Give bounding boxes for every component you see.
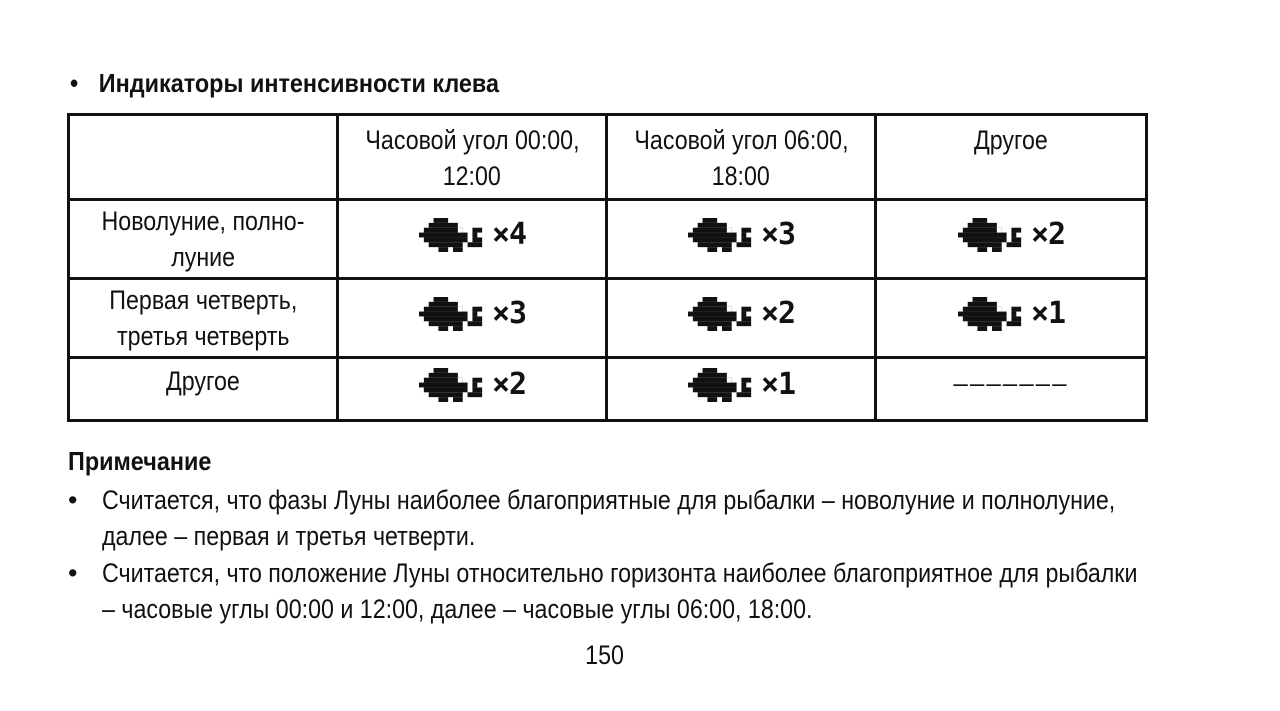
table-cell xyxy=(876,200,1147,279)
heading-text: Индикаторы интенсивности клева xyxy=(98,67,499,98)
note-line: Считается, что положение Луны относительно горизонта наиболее благоприятное для рыбалки xyxy=(102,558,1138,588)
table-cell xyxy=(876,279,1147,358)
note-text xyxy=(102,482,1116,554)
header-line: Часовой угол 06:00, xyxy=(633,125,849,155)
bullet: • xyxy=(70,67,79,98)
row-label-line: третья четверть xyxy=(116,321,290,351)
header-cell-empty xyxy=(69,115,338,200)
table-row xyxy=(69,358,1147,421)
dash-placeholder: ——————— xyxy=(953,370,1069,398)
fish-icon xyxy=(957,297,1027,331)
multiplier: ×3 xyxy=(760,217,796,252)
table-row xyxy=(69,200,1147,279)
table-row xyxy=(69,279,1147,358)
multiplier: ×1 xyxy=(760,367,796,402)
note-item xyxy=(68,555,1248,627)
fish-icon xyxy=(957,218,1027,252)
header-cell-hour-06-18 xyxy=(607,115,876,200)
table-cell xyxy=(338,279,607,358)
table-cell xyxy=(338,358,607,421)
row-label xyxy=(69,279,338,358)
table-cell xyxy=(607,279,876,358)
header-line: 18:00 xyxy=(711,161,771,191)
fish-icon xyxy=(418,368,488,402)
bullet: • xyxy=(68,485,78,515)
note-text xyxy=(102,555,1138,627)
multiplier: ×2 xyxy=(491,367,527,402)
note-item xyxy=(68,482,1248,554)
row-label xyxy=(69,358,338,421)
header-cell-other xyxy=(876,115,1147,200)
fish-icon xyxy=(687,218,757,252)
multiplier: ×2 xyxy=(1030,217,1066,252)
fish-icon xyxy=(687,297,757,331)
note-line: далее – первая и третья четверти. xyxy=(102,521,476,551)
table-cell xyxy=(338,200,607,279)
row-label xyxy=(69,200,338,279)
table-cell xyxy=(876,358,1147,421)
header-line: Часовой угол 00:00, xyxy=(364,125,580,155)
bullet: • xyxy=(68,558,78,588)
multiplier: ×4 xyxy=(491,217,527,252)
multiplier: ×3 xyxy=(491,296,527,331)
table-cell xyxy=(607,358,876,421)
table-header-row xyxy=(69,115,1147,200)
table-cell xyxy=(607,200,876,279)
header-cell-hour-00-12 xyxy=(338,115,607,200)
multiplier: ×1 xyxy=(1030,296,1066,331)
row-label-line: Другое xyxy=(166,366,240,396)
note-title: Примечание xyxy=(68,446,212,476)
fish-icon xyxy=(687,368,757,402)
bite-intensity-table xyxy=(67,113,1148,422)
section-heading xyxy=(70,66,499,100)
fish-icon xyxy=(418,297,488,331)
row-label-line: луние xyxy=(171,242,235,272)
note-line: – часовые углы 00:00 и 12:00, далее – часовые углы 06:00, 18:00. xyxy=(102,594,813,624)
multiplier: ×2 xyxy=(760,296,796,331)
header-line: 12:00 xyxy=(442,161,502,191)
header-line: Другое xyxy=(974,125,1048,155)
row-label-line: Новолуние, полно- xyxy=(101,206,305,236)
note-line: Считается, что фазы Луны наиболее благоприятные для рыбалки – новолуние и полнолуние, xyxy=(102,485,1116,515)
page-number: 150 xyxy=(585,640,625,670)
row-label-line: Первая четверть, xyxy=(109,285,297,315)
fish-icon xyxy=(418,218,488,252)
